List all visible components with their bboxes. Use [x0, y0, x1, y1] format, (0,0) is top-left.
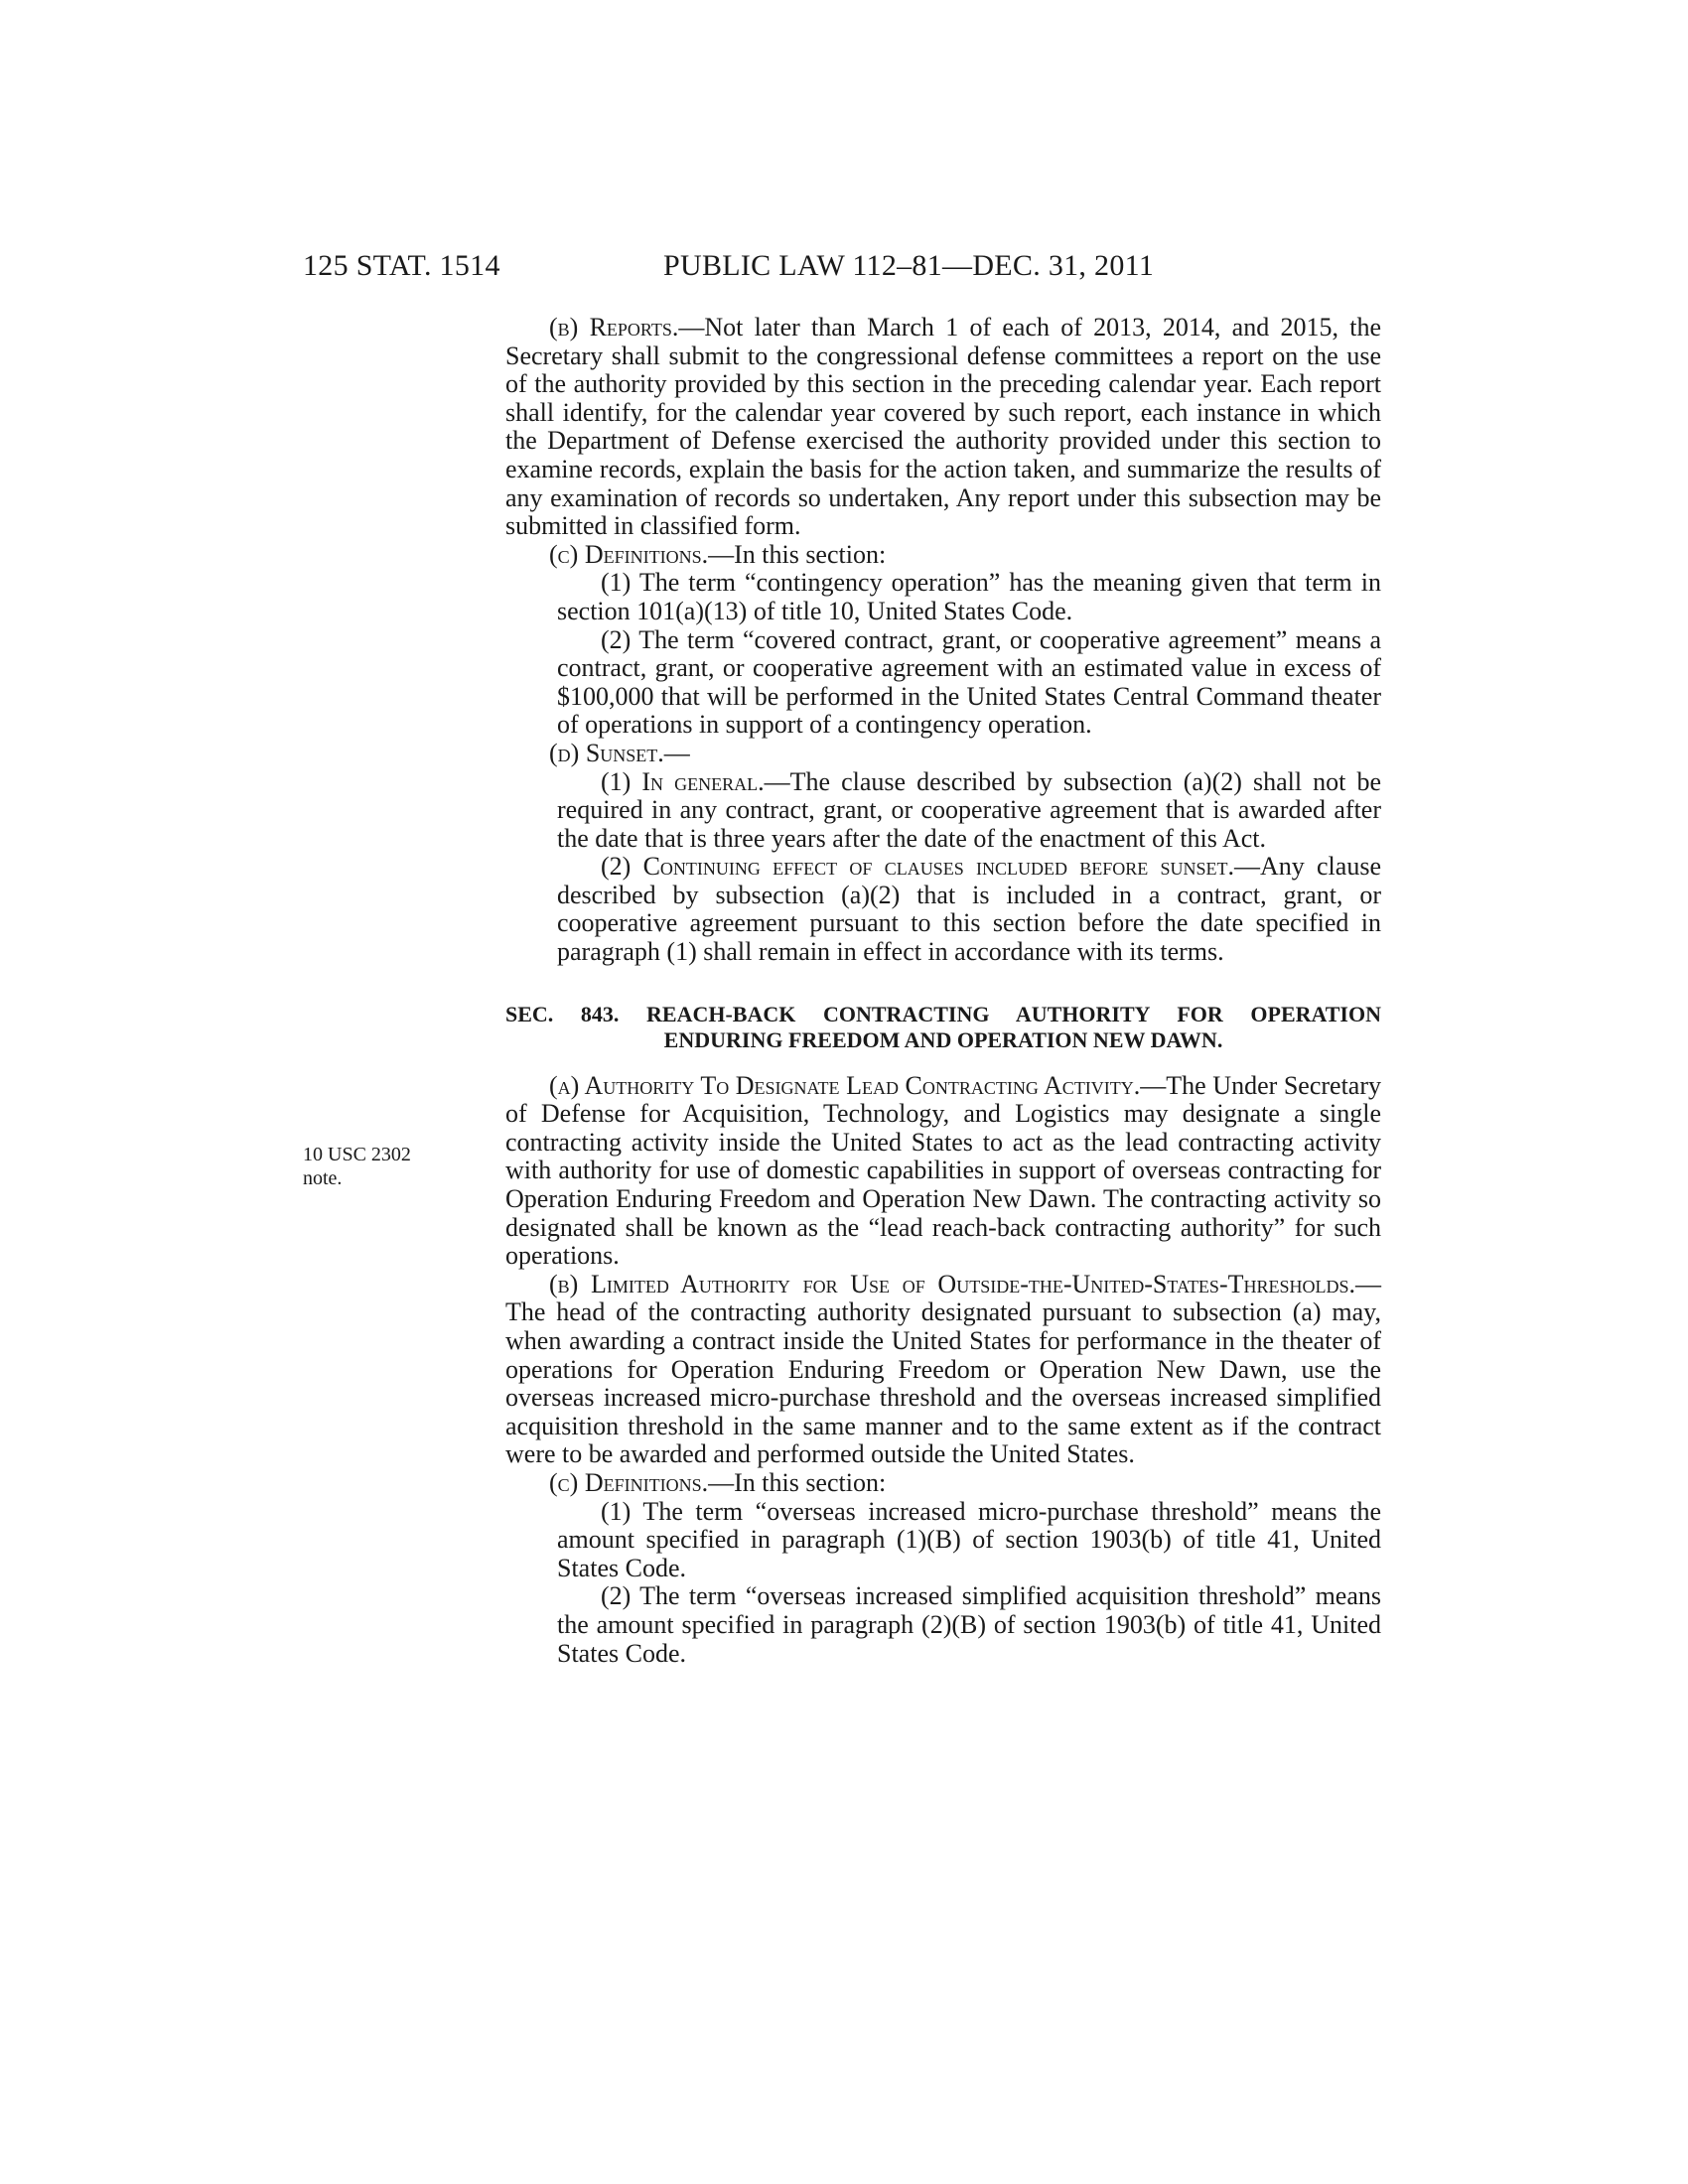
subsection-heading: (d) Sunset. — [549, 738, 664, 767]
section-paragraph-a — [505, 1072, 1381, 1271]
section-paragraph-c1: (1) The term “overseas increased micro-purchase threshold” means the amount specified in paragraph (1)(B) of section 1903(b) of title 41, United States Code. — [557, 1496, 1381, 1582]
paragraph-c2: (2) The term “covered contract, grant, or cooperative agreement” means a contract, grant, or cooperative agreement with an estimated value in excess of $100,000 that will be performed in the United States Central Command theater of operations in support of a contingency operation. — [557, 624, 1381, 740]
subsection-heading: (c) Definitions. — [549, 1467, 709, 1497]
paragraph-text: —The clause described by subsection (a)(2) shall not be required in any contract, grant, or cooperative agreement that is awarded after the date that is three years after the date of the enactment of this Act. — [557, 766, 1381, 853]
section-paragraph-b — [505, 1271, 1381, 1469]
section-heading-line-1: SEC. 843. REACH-BACK CONTRACTING AUTHORITY FOR OPERATION — [505, 1001, 1381, 1026]
paragraph-d1 — [505, 768, 1381, 854]
document-body — [505, 314, 1381, 1668]
section-paragraph-c2: (2) The term “overseas increased simplified acquisition threshold” means the amount specified in paragraph (2)(B) of section 1903(b) of title 41, United States Code. — [557, 1581, 1381, 1668]
subsection-heading: (a) Authority To Designate Lead Contracting Activity. — [549, 1070, 1141, 1100]
paragraph-b-reports — [505, 314, 1381, 541]
paragraph-text: —Any clause described by subsection (a)(2) that is included in a contract, grant, or cooperative agreement pursuant to this section before the date specified in paragraph (1) shall remain in effect in accordance with its terms. — [557, 852, 1381, 967]
margin-note — [303, 1143, 452, 1190]
paragraph-text: —The head of the contracting authority designated pursuant to subsection (a) may, when awarding a contract inside the United States for performance in the theater of operations for Operation Enduring Freedom or Operation New Dawn, use the overseas increased micro-purchase threshold and the overseas increased simplified acquisition threshold in the same manner and to the same extent as if the contract were to be awarded and performed outside the United States. — [505, 1269, 1381, 1469]
paragraph-heading: Continuing effect of clauses included before sunset. — [642, 852, 1234, 882]
paragraph-number: (2) — [601, 852, 643, 882]
public-law-citation: PUBLIC LAW 112–81—DEC. 31, 2011 — [663, 249, 1155, 282]
paragraph-d2 — [505, 853, 1381, 966]
section-heading-line-2: ENDURING FREEDOM AND OPERATION NEW DAWN. — [663, 1026, 1223, 1052]
paragraph-heading: In general. — [641, 766, 765, 796]
paragraph-c1: (1) The term “contingency operation” has the meaning given that term in section 101(a)(13) of title 10, United States Code. — [557, 568, 1381, 625]
paragraph-text: —The Under Secretary of Defense for Acquisition, Technology, and Logistics may designate a single contracting activity inside the United States to act as the lead contracting activity with authority for use of domestic capabilities in support of overseas contracting for Operation Enduring Freedom and Operation New Dawn. The contracting activity so designated shall be known as the “lead reach-back contracting authority” for such operations. — [505, 1070, 1381, 1271]
paragraph-text: — — [663, 738, 690, 767]
paragraph-number: (1) — [601, 766, 642, 796]
subsection-heading: (b) Reports. — [549, 313, 679, 341]
paragraph-c-definitions — [505, 541, 1381, 570]
statute-page-number: 125 STAT. 1514 — [303, 249, 500, 282]
section-paragraph-c — [505, 1469, 1381, 1498]
page-header — [303, 246, 1395, 286]
margin-note-label: note. — [303, 1167, 343, 1189]
paragraph-text: —In this section: — [708, 1467, 887, 1497]
margin-note-citation: 10 USC 2302 — [303, 1144, 411, 1165]
subsection-heading: (c) Definitions. — [549, 539, 709, 569]
subsection-heading: (b) Limited Authority for Use of Outside-the-United-States-Thresholds. — [549, 1269, 1355, 1298]
section-heading — [505, 1002, 1381, 1053]
paragraph-d-sunset — [505, 740, 1381, 768]
paragraph-text: —In this section: — [708, 539, 887, 569]
paragraph-text: —Not later than March 1 of each of 2013, 2014, and 2015, the Secretary shall submit to the congressional defense committees a report on the use of the authority provided by this section in the preceding calendar year. Each report shall identify, for the calendar year covered by such report, each instance in which the Department of Defense exercised the authority provided under this section to examine records, explain the basis for the action taken, and summarize the results of any examination of records so undertaken, Any report under this subsection may be submitted in classified form. — [505, 313, 1381, 541]
